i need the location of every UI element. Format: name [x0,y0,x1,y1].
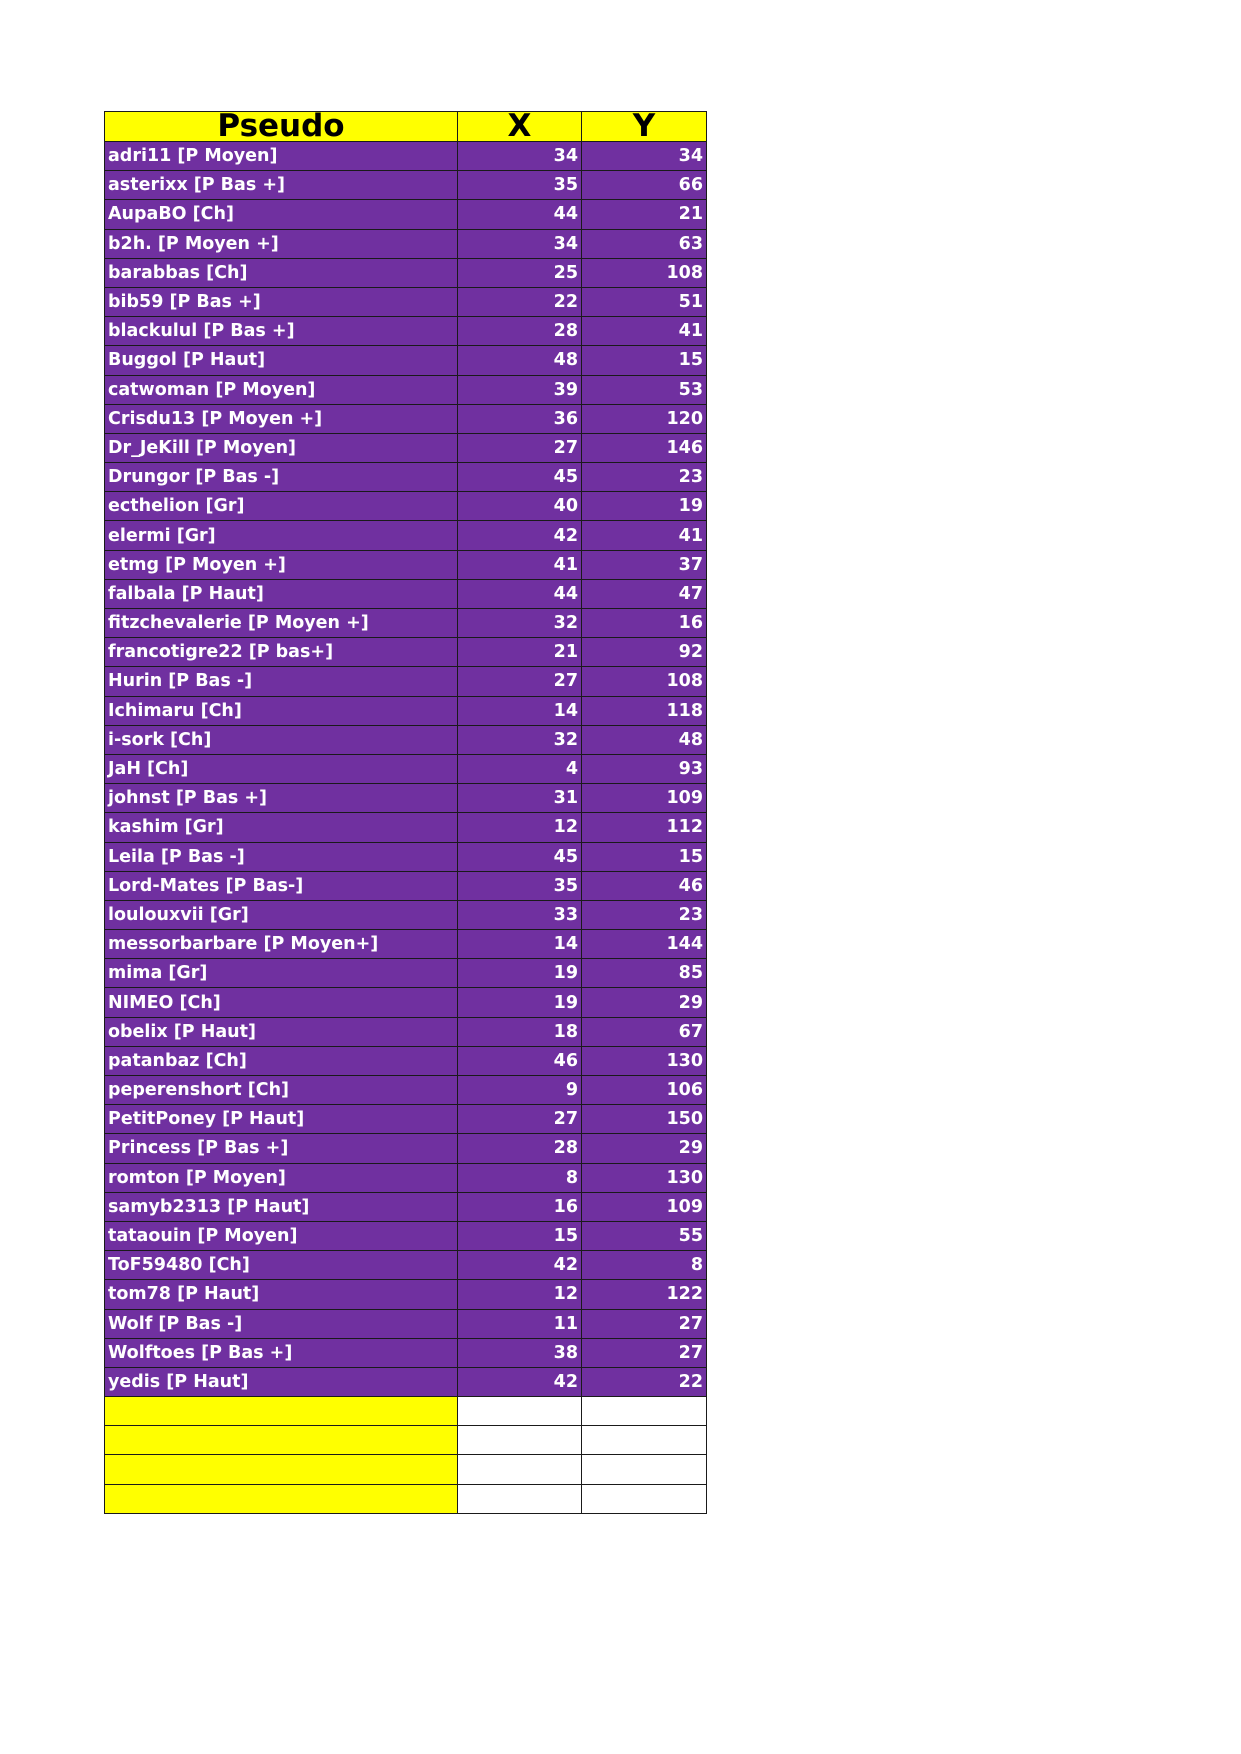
table-row [105,375,707,404]
pseudo-cell[interactable]: i-sork [Ch] [105,725,458,754]
pseudo-cell[interactable]: Ichimaru [Ch] [105,696,458,725]
y-cell[interactable]: 21 [582,200,707,229]
pseudo-cell[interactable]: Dr_JeKill [P Moyen] [105,433,458,462]
pseudo-cell[interactable]: AupaBO [Ch] [105,200,458,229]
y-cell[interactable]: 29 [582,1134,707,1163]
x-cell[interactable]: 39 [458,375,582,404]
pseudo-cell[interactable]: Hurin [P Bas -] [105,667,458,696]
y-cell[interactable]: 109 [582,784,707,813]
table-row [105,638,707,667]
x-cell[interactable]: 31 [458,784,582,813]
coordinates-table [104,111,707,1514]
table-row [105,609,707,638]
pseudo-cell[interactable]: asterixx [P Bas +] [105,171,458,200]
pseudo-cell[interactable]: etmg [P Moyen +] [105,550,458,579]
table-row [105,229,707,258]
table-row [105,813,707,842]
x-cell[interactable]: 11 [458,1309,582,1338]
pseudo-cell[interactable]: elermi [Gr] [105,521,458,550]
empty-pseudo-cell[interactable] [105,1397,458,1426]
empty-x-cell[interactable] [458,1455,582,1484]
table-row [105,1338,707,1367]
y-cell[interactable]: 112 [582,813,707,842]
pseudo-cell[interactable]: kashim [Gr] [105,813,458,842]
pseudo-cell[interactable]: Buggol [P Haut] [105,346,458,375]
empty-y-cell[interactable] [582,1397,707,1426]
table-row [105,988,707,1017]
pseudo-cell[interactable]: messorbarbare [P Moyen+] [105,930,458,959]
pseudo-cell[interactable]: Princess [P Bas +] [105,1134,458,1163]
empty-x-cell[interactable] [458,1484,582,1513]
x-cell[interactable]: 40 [458,492,582,521]
pseudo-cell[interactable]: Drungor [P Bas -] [105,463,458,492]
pseudo-cell[interactable]: loulouxvii [Gr] [105,900,458,929]
table-row [105,1280,707,1309]
table-row [105,317,707,346]
pseudo-cell[interactable]: NIMEO [Ch] [105,988,458,1017]
pseudo-cell[interactable]: peperenshort [Ch] [105,1076,458,1105]
y-cell[interactable]: 16 [582,609,707,638]
x-cell[interactable]: 27 [458,433,582,462]
table-row [105,550,707,579]
y-cell[interactable]: 15 [582,346,707,375]
y-cell[interactable]: 23 [582,900,707,929]
x-cell[interactable]: 44 [458,200,582,229]
empty-row [105,1397,707,1426]
table-row [105,1367,707,1396]
x-cell[interactable]: 35 [458,871,582,900]
table-row [105,1017,707,1046]
y-cell[interactable]: 47 [582,579,707,608]
y-cell[interactable]: 8 [582,1251,707,1280]
y-cell[interactable]: 144 [582,930,707,959]
pseudo-cell[interactable]: yedis [P Haut] [105,1367,458,1396]
y-cell[interactable]: 37 [582,550,707,579]
table-row [105,842,707,871]
table-row [105,404,707,433]
pseudo-cell[interactable]: bib59 [P Bas +] [105,287,458,316]
x-cell[interactable]: 42 [458,1251,582,1280]
table-row [105,521,707,550]
empty-row [105,1426,707,1455]
y-cell[interactable]: 118 [582,696,707,725]
x-cell[interactable]: 34 [458,142,582,171]
table-row [105,784,707,813]
y-cell[interactable]: 122 [582,1280,707,1309]
table-row [105,1163,707,1192]
y-cell[interactable]: 130 [582,1163,707,1192]
pseudo-cell[interactable]: ecthelion [Gr] [105,492,458,521]
x-cell[interactable]: 14 [458,696,582,725]
x-cell[interactable]: 22 [458,287,582,316]
y-cell[interactable]: 108 [582,258,707,287]
table-row [105,725,707,754]
x-cell[interactable]: 33 [458,900,582,929]
y-cell[interactable]: 51 [582,287,707,316]
y-cell[interactable]: 53 [582,375,707,404]
pseudo-cell[interactable]: b2h. [P Moyen +] [105,229,458,258]
x-cell[interactable]: 41 [458,550,582,579]
x-cell[interactable]: 35 [458,171,582,200]
header-x[interactable]: X [458,112,582,142]
table-row [105,200,707,229]
table-row [105,463,707,492]
y-cell[interactable]: 41 [582,521,707,550]
y-cell[interactable]: 85 [582,959,707,988]
x-cell[interactable]: 48 [458,346,582,375]
empty-y-cell[interactable] [582,1484,707,1513]
table-row [105,492,707,521]
x-cell[interactable]: 19 [458,959,582,988]
y-cell[interactable]: 41 [582,317,707,346]
y-cell[interactable]: 48 [582,725,707,754]
pseudo-cell[interactable]: obelix [P Haut] [105,1017,458,1046]
table-row [105,1192,707,1221]
y-cell[interactable]: 108 [582,667,707,696]
table-row [105,1046,707,1075]
header-pseudo[interactable]: Pseudo [105,112,458,142]
y-cell[interactable]: 106 [582,1076,707,1105]
x-cell[interactable]: 42 [458,521,582,550]
y-cell[interactable]: 22 [582,1367,707,1396]
pseudo-cell[interactable]: Wolf [P Bas -] [105,1309,458,1338]
table-row [105,930,707,959]
table-body [105,142,707,1514]
table-row [105,1105,707,1134]
table-row [105,433,707,462]
empty-x-cell[interactable] [458,1426,582,1455]
pseudo-cell[interactable]: Leila [P Bas -] [105,842,458,871]
y-cell[interactable]: 92 [582,638,707,667]
y-cell[interactable]: 46 [582,871,707,900]
y-cell[interactable]: 27 [582,1338,707,1367]
table-row [105,258,707,287]
table-row [105,696,707,725]
y-cell[interactable]: 34 [582,142,707,171]
y-cell[interactable]: 29 [582,988,707,1017]
x-cell[interactable]: 34 [458,229,582,258]
pseudo-cell[interactable]: falbala [P Haut] [105,579,458,608]
y-cell[interactable]: 27 [582,1309,707,1338]
x-cell[interactable]: 9 [458,1076,582,1105]
pseudo-cell[interactable]: PetitPoney [P Haut] [105,1105,458,1134]
empty-x-cell[interactable] [458,1397,582,1426]
table-row [105,171,707,200]
pseudo-cell[interactable]: tom78 [P Haut] [105,1280,458,1309]
y-cell[interactable]: 120 [582,404,707,433]
x-cell[interactable]: 14 [458,930,582,959]
x-cell[interactable]: 8 [458,1163,582,1192]
x-cell[interactable]: 42 [458,1367,582,1396]
x-cell[interactable]: 36 [458,404,582,433]
x-cell[interactable]: 27 [458,667,582,696]
x-cell[interactable]: 12 [458,1280,582,1309]
pseudo-cell[interactable]: adri11 [P Moyen] [105,142,458,171]
table-row [105,1251,707,1280]
table-row [105,142,707,171]
x-cell[interactable]: 21 [458,638,582,667]
table-row [105,900,707,929]
table-row [105,579,707,608]
table-row [105,1309,707,1338]
pseudo-cell[interactable]: catwoman [P Moyen] [105,375,458,404]
empty-pseudo-cell[interactable] [105,1455,458,1484]
table-row [105,1076,707,1105]
x-cell[interactable]: 28 [458,317,582,346]
pseudo-cell[interactable]: samyb2313 [P Haut] [105,1192,458,1221]
y-cell[interactable]: 146 [582,433,707,462]
x-cell[interactable]: 46 [458,1046,582,1075]
y-cell[interactable]: 67 [582,1017,707,1046]
table-row [105,1134,707,1163]
pseudo-cell[interactable]: blackulul [P Bas +] [105,317,458,346]
empty-y-cell[interactable] [582,1426,707,1455]
pseudo-cell[interactable]: barabbas [Ch] [105,258,458,287]
y-cell[interactable]: 15 [582,842,707,871]
x-cell[interactable]: 4 [458,754,582,783]
x-cell[interactable]: 38 [458,1338,582,1367]
x-cell[interactable]: 12 [458,813,582,842]
x-cell[interactable]: 19 [458,988,582,1017]
empty-pseudo-cell[interactable] [105,1484,458,1513]
x-cell[interactable]: 27 [458,1105,582,1134]
pseudo-cell[interactable]: mima [Gr] [105,959,458,988]
pseudo-cell[interactable]: ToF59480 [Ch] [105,1251,458,1280]
table-row [105,346,707,375]
empty-row [105,1455,707,1484]
x-cell[interactable]: 18 [458,1017,582,1046]
empty-y-cell[interactable] [582,1455,707,1484]
y-cell[interactable]: 109 [582,1192,707,1221]
y-cell[interactable]: 150 [582,1105,707,1134]
header-row [105,112,707,142]
pseudo-cell[interactable]: fitzchevalerie [P Moyen +] [105,609,458,638]
x-cell[interactable]: 45 [458,842,582,871]
pseudo-cell[interactable]: Crisdu13 [P Moyen +] [105,404,458,433]
y-cell[interactable]: 19 [582,492,707,521]
x-cell[interactable]: 15 [458,1221,582,1250]
y-cell[interactable]: 66 [582,171,707,200]
y-cell[interactable]: 23 [582,463,707,492]
pseudo-cell[interactable]: Wolftoes [P Bas +] [105,1338,458,1367]
x-cell[interactable]: 32 [458,609,582,638]
pseudo-cell[interactable]: patanbaz [Ch] [105,1046,458,1075]
empty-row [105,1484,707,1513]
y-cell[interactable]: 93 [582,754,707,783]
y-cell[interactable]: 55 [582,1221,707,1250]
y-cell[interactable]: 63 [582,229,707,258]
x-cell[interactable]: 28 [458,1134,582,1163]
x-cell[interactable]: 32 [458,725,582,754]
x-cell[interactable]: 44 [458,579,582,608]
table-row [105,667,707,696]
table-row [105,754,707,783]
y-cell[interactable]: 130 [582,1046,707,1075]
pseudo-cell[interactable]: francotigre22 [P bas+] [105,638,458,667]
pseudo-cell[interactable]: johnst [P Bas +] [105,784,458,813]
pseudo-cell[interactable]: tataouin [P Moyen] [105,1221,458,1250]
table-row [105,287,707,316]
x-cell[interactable]: 25 [458,258,582,287]
x-cell[interactable]: 45 [458,463,582,492]
x-cell[interactable]: 16 [458,1192,582,1221]
table-row [105,959,707,988]
header-y[interactable]: Y [582,112,707,142]
pseudo-cell[interactable]: Lord-Mates [P Bas-] [105,871,458,900]
pseudo-cell[interactable]: JaH [Ch] [105,754,458,783]
pseudo-cell[interactable]: romton [P Moyen] [105,1163,458,1192]
table-row [105,871,707,900]
empty-pseudo-cell[interactable] [105,1426,458,1455]
table-row [105,1221,707,1250]
